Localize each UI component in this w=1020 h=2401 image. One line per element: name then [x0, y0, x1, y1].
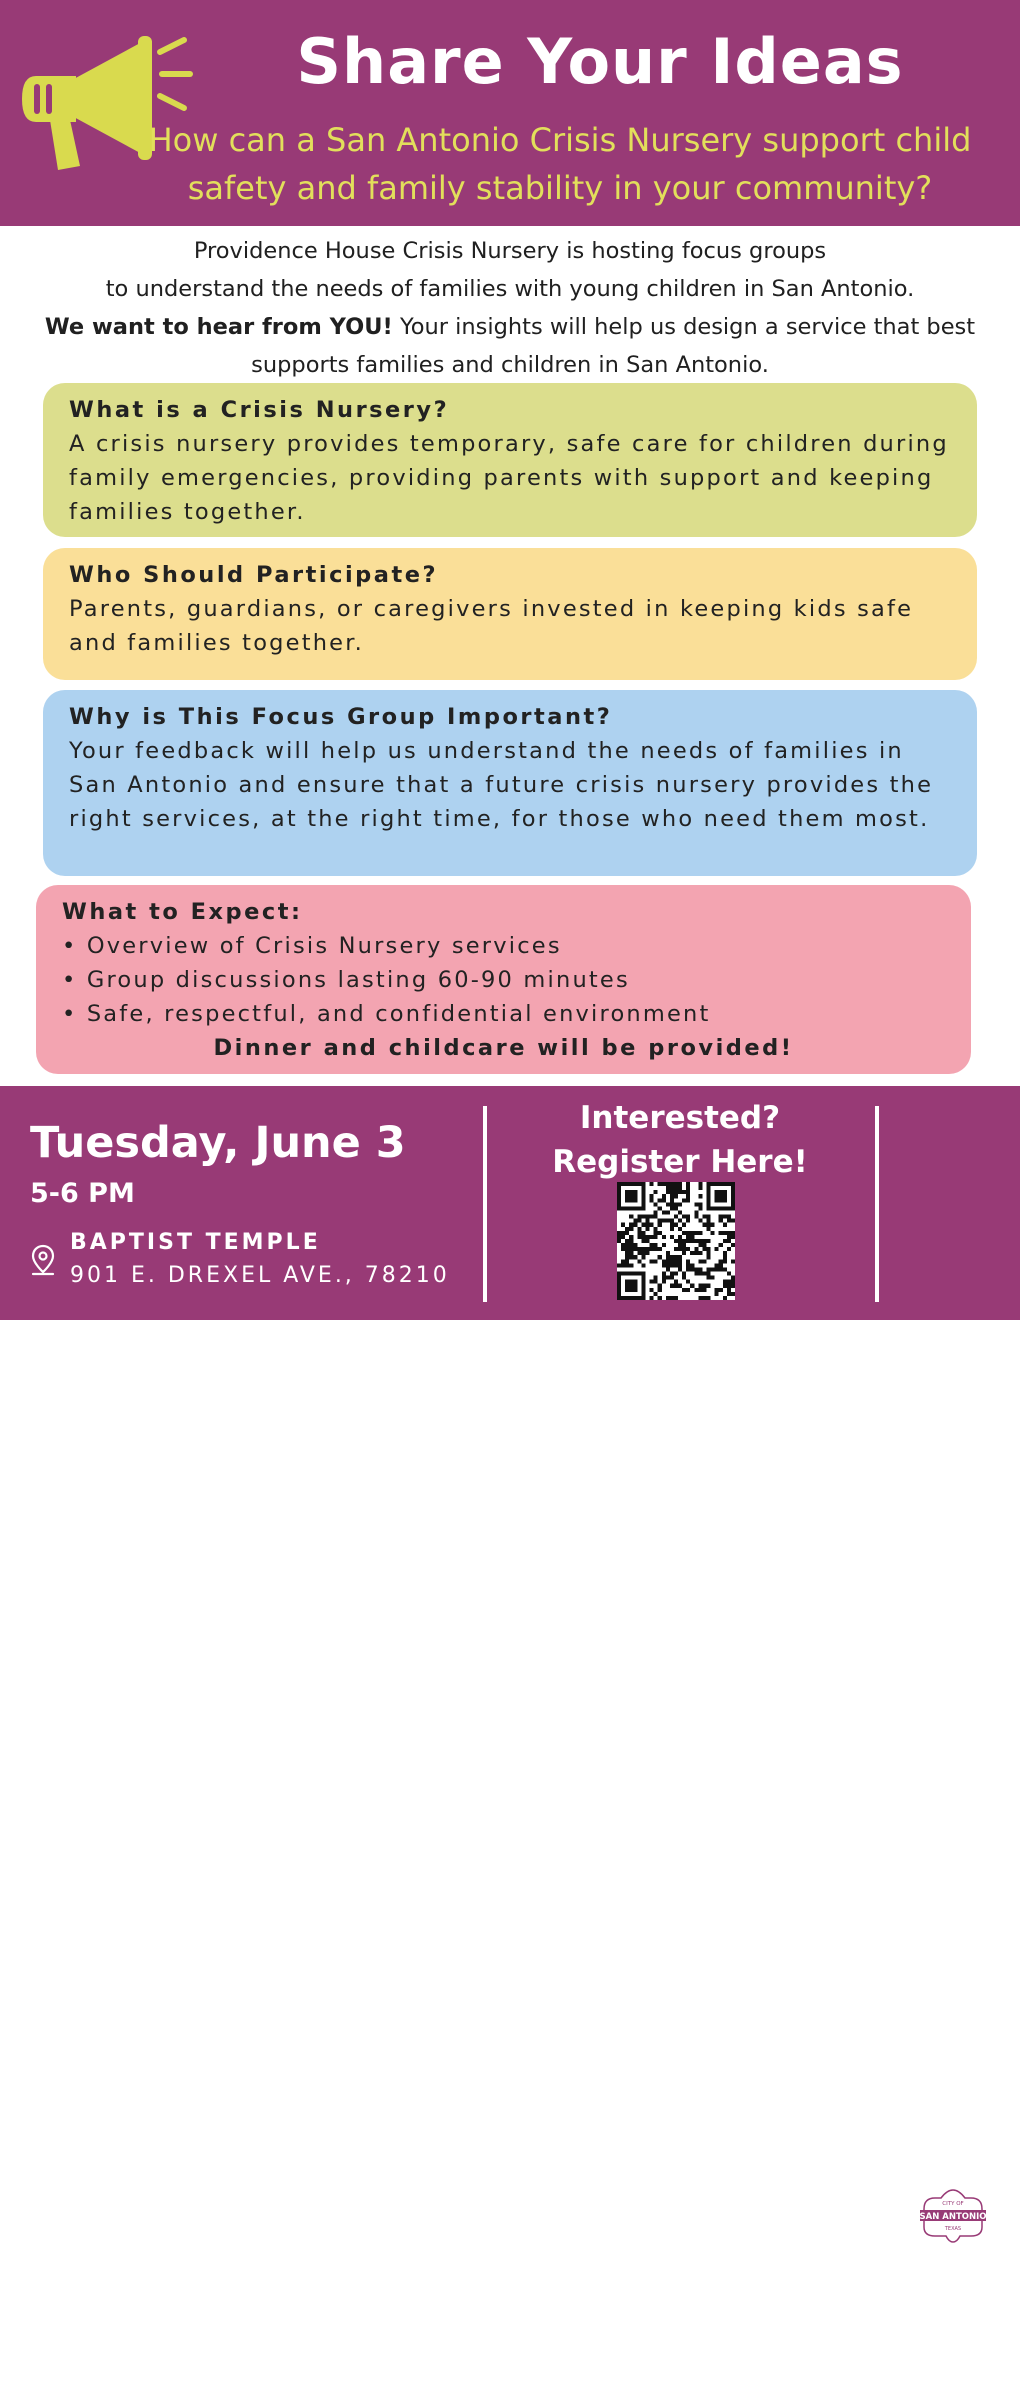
- intro-line-1: Providence House Crisis Nursery is hosting focus groups: [193, 238, 827, 264]
- divider: [875, 1106, 879, 1302]
- register-line-2: Register Here!: [552, 1144, 808, 1180]
- section-what-to-expect: [36, 885, 971, 1074]
- providence-house-label: Providence House: [909, 2367, 995, 2401]
- map-pin-icon: [30, 1244, 56, 1276]
- header-banner: [0, 0, 1020, 226]
- seal-city-label: CITY OF: [942, 2201, 964, 2207]
- expect-list: [62, 929, 945, 1031]
- seal-city-name: SAN ANTONIO: [919, 2212, 987, 2222]
- event-date: Tuesday, June 3: [30, 1118, 406, 1168]
- intro-rest: Your insights will help us design a service that best supports families and children in San Antonio.: [251, 314, 976, 378]
- section-what-is-crisis-nursery: [43, 383, 977, 537]
- seal-state-label: TEXAS: [944, 2226, 962, 2232]
- list-item: • Group discussions lasting 60-90 minutes: [62, 963, 945, 997]
- providence-house-bird-logo: [920, 2314, 986, 2368]
- city-of-san-antonio-seal: [912, 2186, 994, 2246]
- page-title: Share Your Ideas: [296, 25, 904, 98]
- section-who-should-participate: [43, 548, 977, 680]
- section-body: Parents, guardians, or caregivers invested in keeping kids safe and families together.: [69, 596, 914, 656]
- intro-line-2: to understand the needs of families with young children in San Antonio.: [105, 276, 915, 302]
- register-line-1: Interested?: [579, 1100, 781, 1136]
- register-heading: [500, 1096, 860, 1184]
- section-body: Your feedback will help us understand the needs of families in San Antonio and ensure that a future crisis nursery provides the right services, at the right time, for those who need them most.: [69, 738, 934, 832]
- section-why-important: [43, 690, 977, 876]
- divider: [483, 1106, 487, 1302]
- list-item: • Safe, respectful, and confidential environment: [62, 997, 945, 1031]
- intro-emphasis: We want to hear from YOU!: [44, 314, 393, 340]
- event-location: [70, 1226, 450, 1292]
- intro-callout: [20, 308, 1000, 384]
- venue-name: BAPTIST TEMPLE: [70, 1230, 321, 1255]
- dinner-childcare-note: Dinner and childcare will be provided!: [213, 1035, 794, 1061]
- section-heading: What is a Crisis Nursery?: [69, 397, 450, 423]
- human-services-label: HUMAN SERVICES: [909, 2252, 995, 2289]
- section-heading: What to Expect:: [62, 899, 303, 925]
- footer-banner: [0, 1086, 1020, 2401]
- section-body: A crisis nursery provides temporary, safe care for children during family emergencies, providing parents with support and keeping families together.: [69, 431, 949, 525]
- qr-code[interactable]: [617, 1182, 735, 1300]
- section-heading: Who Should Participate?: [69, 562, 439, 588]
- list-item: • Overview of Crisis Nursery services: [62, 929, 945, 963]
- intro-text: [20, 232, 1000, 384]
- section-heading: Why is This Focus Group Important?: [69, 704, 613, 730]
- page-subtitle: How can a San Antonio Crisis Nursery support child safety and family stability in your community?: [148, 121, 972, 207]
- event-time: 5-6 PM: [30, 1178, 135, 1209]
- venue-address: 901 E. DREXEL AVE., 78210: [70, 1263, 450, 1288]
